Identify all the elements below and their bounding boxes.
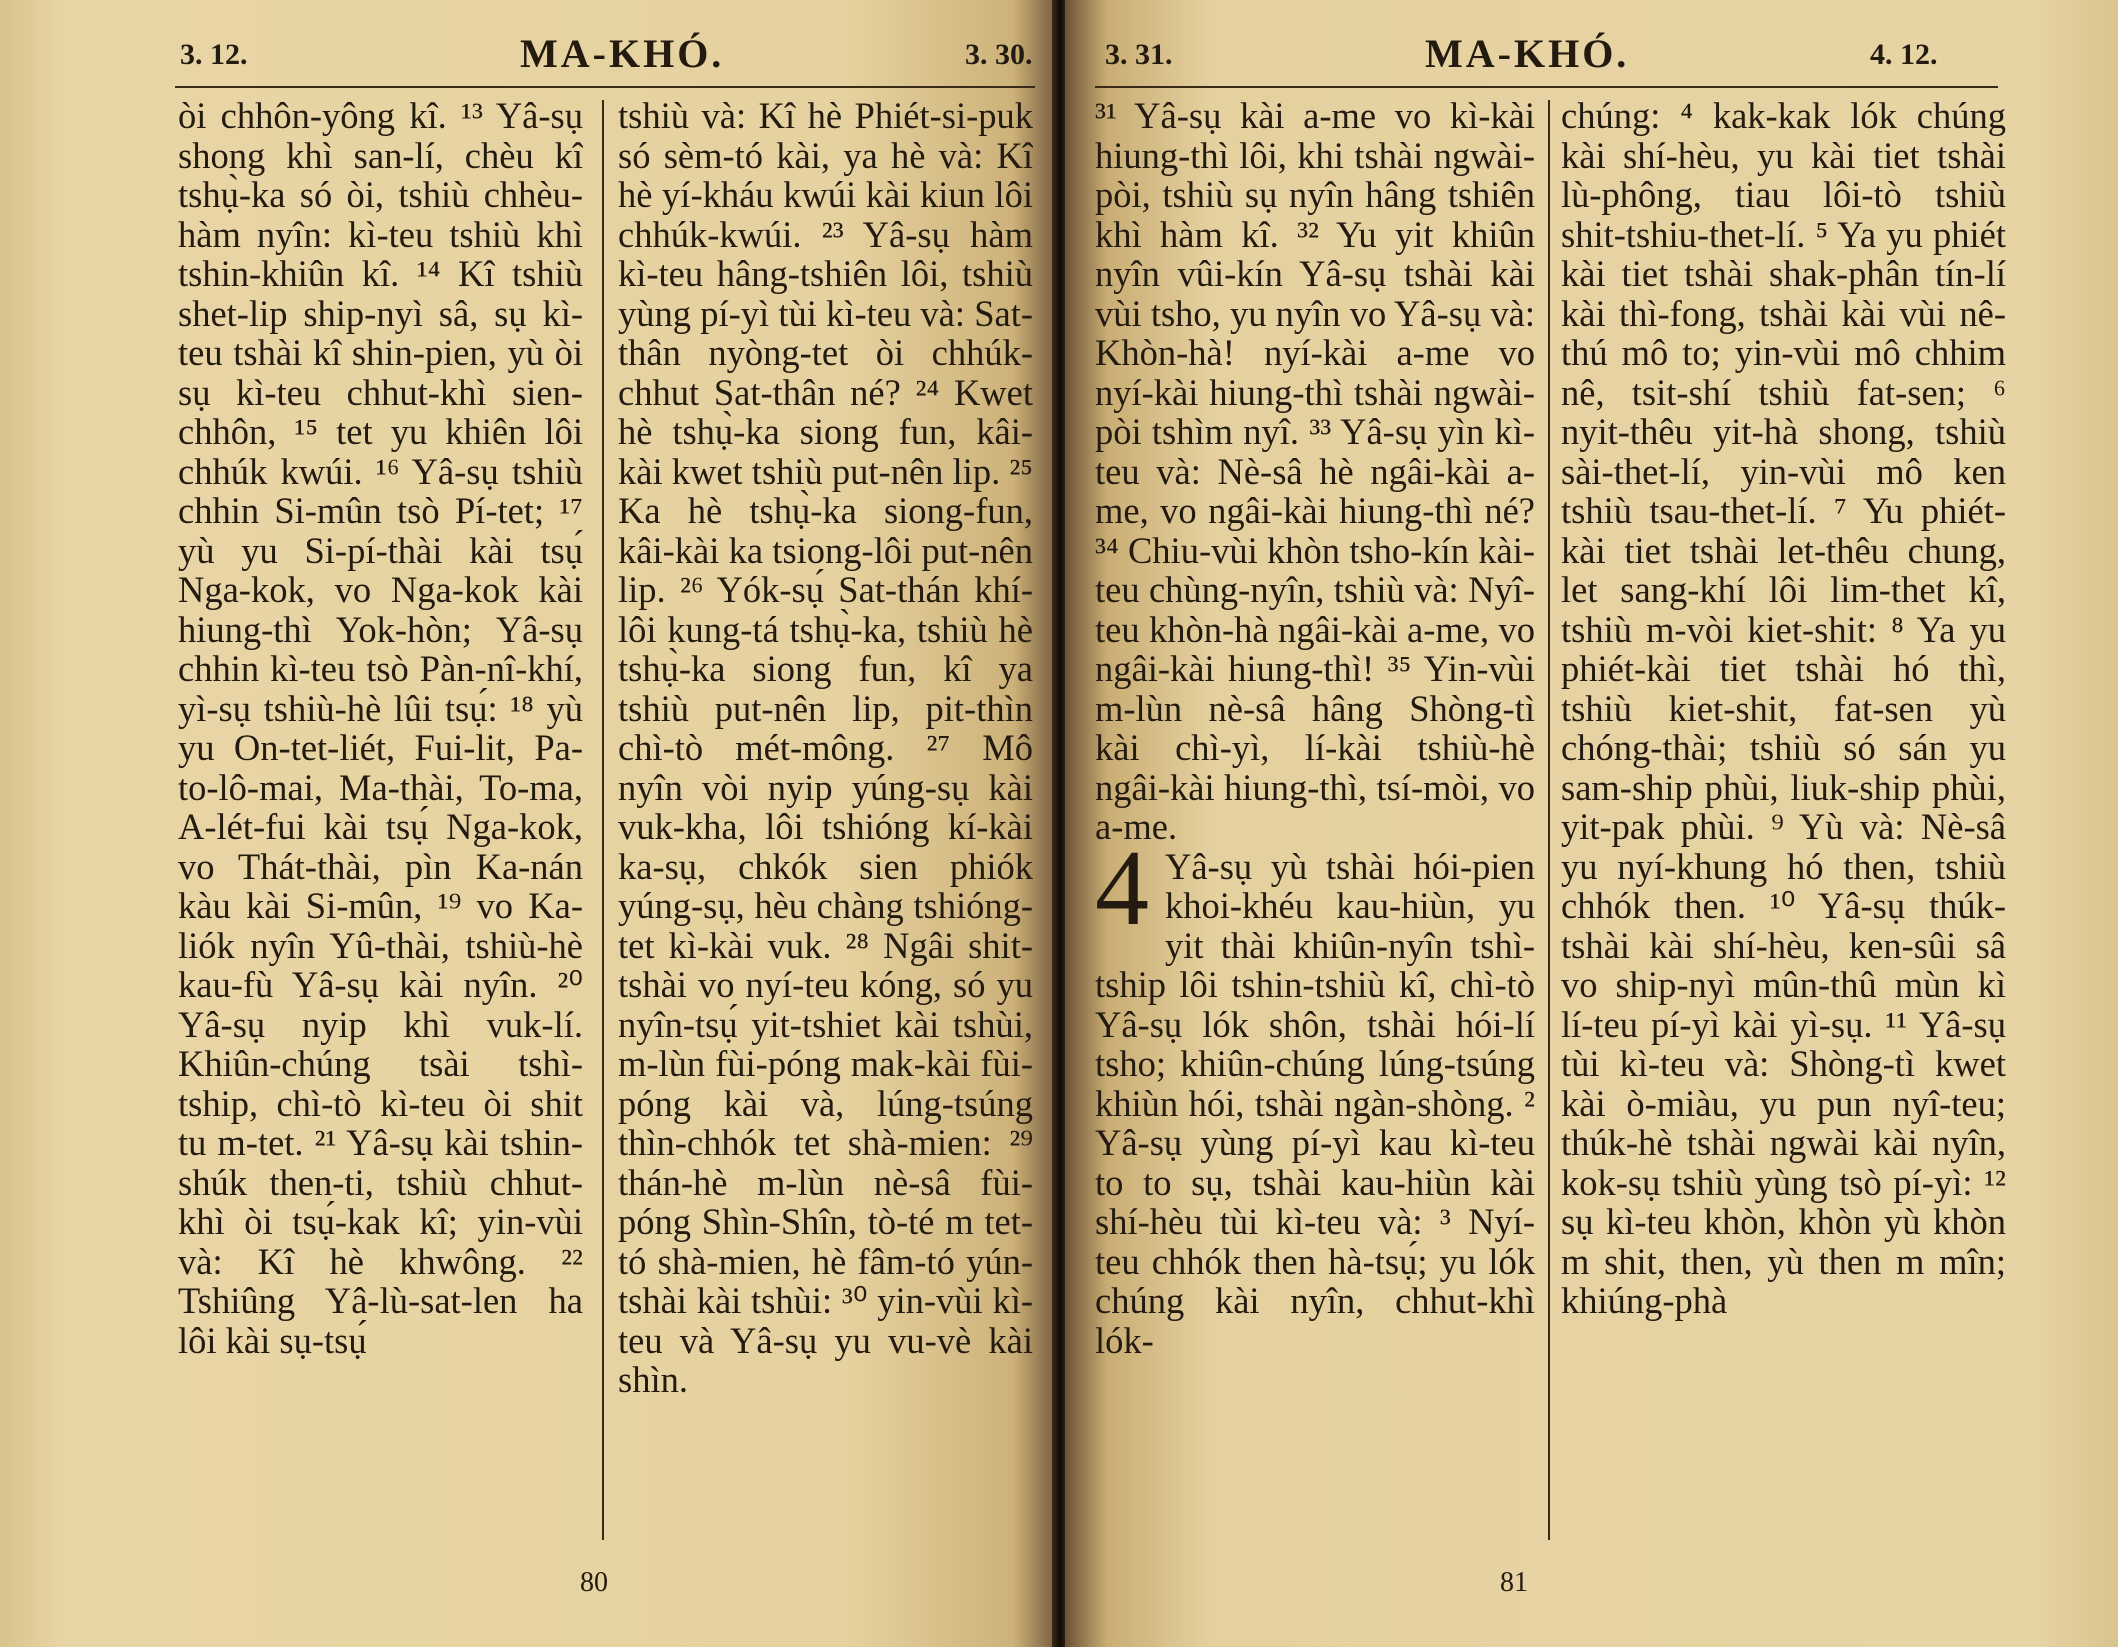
header-rule (1095, 86, 1998, 88)
column-text: chúng: ⁴ kak-kak lók chúng kài shí-hèu, yu kài tiet tshài lù-phông, tiau lôi-tò tshiù shit-tshiu-thet-lí. ⁵ Ya yu phiét kài tiet tshài shak-phân tín-lí kài thì-fong, tshài kài vùi nê-thú mô to; yin-vùi mô chhim nê, tsit-shí tshiù fat-sen; ⁶ nyit-thêu yit-hà shong, tshiù sài-thet-lí, yin-vùi mô ken tshiù tsau-thet-lí. ⁷ Yu phiét-kài tiet tshài let-thêu chung, let sang-khí lôi lim-thet kî, tshiù m-vòi kiet-shit: ⁸ Ya yu phiét-kài tiet tshài hó thì, tshiù kiet-shit, fat-sen yù chóng-thài; tshiù só sán yu sam-ship phùi, liuk-ship phùi, yit-pak phùi. ⁹ Yù và: Nè-sâ yu nyí-khung hó then, tshiù chhók then. ¹⁰ Yâ-sụ thúk-tshài kài shí-hèu, ken-sûi sâ vo ship-nyì mûn-thû mùn kì lí-teu pí-yì kài yì-sụ. ¹¹ Yâ-sụ tùi kì-teu và: Shòng-tì kwet kài ò-miàu, yu pun nyî-teu; thúk-hè tshài ngwài kài nyîn, kok-sụ tshiù yùng tsò pí-yì: ¹² sụ kì-teu khòn, khòn yù khòn m shit, then, yù then m mîn; khiúng-phà (1561, 96, 2006, 1321)
text-column-right (618, 96, 1033, 1546)
column-text: òi chhôn-yông kî. ¹³ Yâ-sụ shong khì san-lí, chèu kî tshụ̀-ka só òi, tshiù chhèu-hàm nyîn: kì-teu tshiù khì tshin-khiûn kî. ¹⁴ Kî tshiù shet-lip ship-nyì sâ, sụ kì-teu tshài kî shin-pien, yù òi sụ kì-teu chhut-khì sien-chhôn, ¹⁵ tet yu khiên lôi chhúk kwúi. ¹⁶ Yâ-sụ tshiù chhin Si-mûn tsò Pí-tet; ¹⁷ yù yu Si-pí-thài kài tsụ́ Nga-kok, vo Nga-kok kài hiung-thì Yok-hòn; Yâ-sụ chhin kì-teu tsò Pàn-nî-khí, yì-sụ tshiù-hè lûi tsụ́: ¹⁸ yù yu On-tet-liét, Fui-lit, Pa-to-lô-mai, Ma-thài, To-ma, A-lét-fui kài tsụ́ Nga-kok, vo Thát-thài, pìn Ka-nán kàu kài Si-mûn, ¹⁹ vo Ka-liók nyîn Yû-thài, tshiù-hè kau-fù Yâ-sụ kài nyîn. ²⁰ Yâ-sụ nyip khì vuk-lí. Khiûn-chúng tsài tshì-tship, chì-tò kì-teu òi shit tu m-tet. ²¹ Yâ-sụ kài tshin-shúk then-ti, tshiù chhut-khì òi tsụ́-kak kî; yin-vùi và: Kî hè khwông. ²² Tshiûng Yâ-lù-sat-len ha lôi kài sụ-tsụ́ (178, 96, 583, 1361)
running-title: MA-KHÓ. (1425, 31, 1630, 76)
text-column-right (1561, 96, 2006, 1546)
page-header (1065, 30, 2118, 80)
text-column-left (1095, 96, 1535, 1546)
chapter-paragraph (1095, 828, 1535, 1361)
column-divider (1548, 100, 1550, 1540)
header-rule (175, 86, 1035, 88)
page-number: 80 (580, 1567, 608, 1598)
column-divider (602, 100, 604, 1540)
column-text: ³¹ Yâ-sụ kài a-me vo kì-kài hiung-thì lôi, khi tshài ngwài-pòi, tshiù sụ nyîn hâng tshiên khì hàm kî. ³² Yu yit khiûn nyîn vûi-kín Yâ-sụ tshài kài vùi tsho, yu nyîn vo Yâ-sụ và: Khòn-hà! nyí-kài a-me vo nyí-kài hiung-thì tshài ngwài-pòi tshìm nyî. ³³ Yâ-sụ yìn kì-teu và: Nè-sâ hè ngâi-kài a-me, vo ngâi-kài hiung-thì né? ³⁴ Chiu-vùi khòn tsho-kín kài-teu chùng-nyîn, tshiù và: Nyî-teu khòn-hà ngâi-kài a-me, vo ngâi-kài hiung-thì! ³⁵ Yin-vùi m-lùn nè-sâ hâng Shòng-tì kài chì-yì, lí-kài tshiù-hè ngâi-kài hiung-thì, tsí-mòi, vo a-me. (1095, 96, 1535, 847)
chapter-number: 4 (1095, 828, 1149, 948)
running-title: MA-KHÓ. (520, 31, 725, 76)
header-chapter-verse-end: 3. 30. (965, 38, 1033, 71)
page-header (0, 30, 1055, 80)
column-text: tshiù và: Kî hè Phiét-si-puk só sèm-tó kài, ya hè và: Kî hè yí-kháu kwúi kài kiun lôi chhúk-kwúi. ²³ Yâ-sụ hàm kì-teu hâng-tshiên lôi, tshiù yùng pí-yì tùi kì-teu và: Sat-thân nyòng-tet òi chhúk-chhut Sat-thân né? ²⁴ Kwet hè tshụ̀-ka siong fun, kâi-kài kwet tshiù put-nên lip. ²⁵ Ka hè tshụ̀-ka siong-fun, kâi-kài ka tsiong-lôi put-nên lip. ²⁶ Yók-sụ́ Sat-thán khí-lôi kung-tá tshụ̀-ka, tshiù hè tshụ̀-ka siong fun, kî ya tshiù put-nên lip, pit-thìn chì-tò mét-mông. ²⁷ Mô nyîn vòi nyip yúng-sụ kài vuk-kha, lôi tshióng kí-kài ka-sụ, chkók sien phiók yúng-sụ, hèu chàng tshióng-tet kì-kài vuk. ²⁸ Ngâi shit-tshài vo nyí-teu kóng, só yu nyîn-tsụ́ yit-tshiet kài tshùi, m-lùn fùi-póng mak-kài fùi-póng kài và, lúng-tsúng thìn-chhók tet shà-mien: ²⁹ thán-hè m-lùn nè-sâ fùi-póng Shìn-Shîn, tò-té m tet-tó shà-mien, hè fâm-tó yún-tshài kài tshùi: ³⁰ yin-vùi kì-teu và Yâ-sụ yu vu-vè kài shìn. (618, 96, 1033, 1400)
header-chapter-verse-start: 3. 12. (180, 38, 248, 71)
header-chapter-verse-start: 3. 31. (1105, 38, 1173, 71)
text-column-left (178, 96, 583, 1546)
page-number: 81 (1500, 1567, 1528, 1598)
right-page (1065, 0, 2118, 1647)
left-page (0, 0, 1055, 1647)
column-text: Yâ-sụ yù tshài hói-pien khoi-khéu kau-hiùn, yu yit thài khiûn-nyîn tshì-tship lôi tshin-tshiù kî, chì-tò Yâ-sụ lók shôn, tshài hói-lí tsho; khiûn-chúng lúng-tsúng khiùn hói, tshài ngàn-shòng. ² Yâ-sụ yùng pí-yì kau kì-teu to to sụ, tshài kau-hiùn kài shí-hèu tùi kì-teu và: ³ Nyí-teu chhók then hà-tsụ́; yu lók chúng kài nyîn, chhut-khì lók- (1095, 845, 1535, 1361)
header-chapter-verse-end: 4. 12. (1870, 38, 1938, 71)
